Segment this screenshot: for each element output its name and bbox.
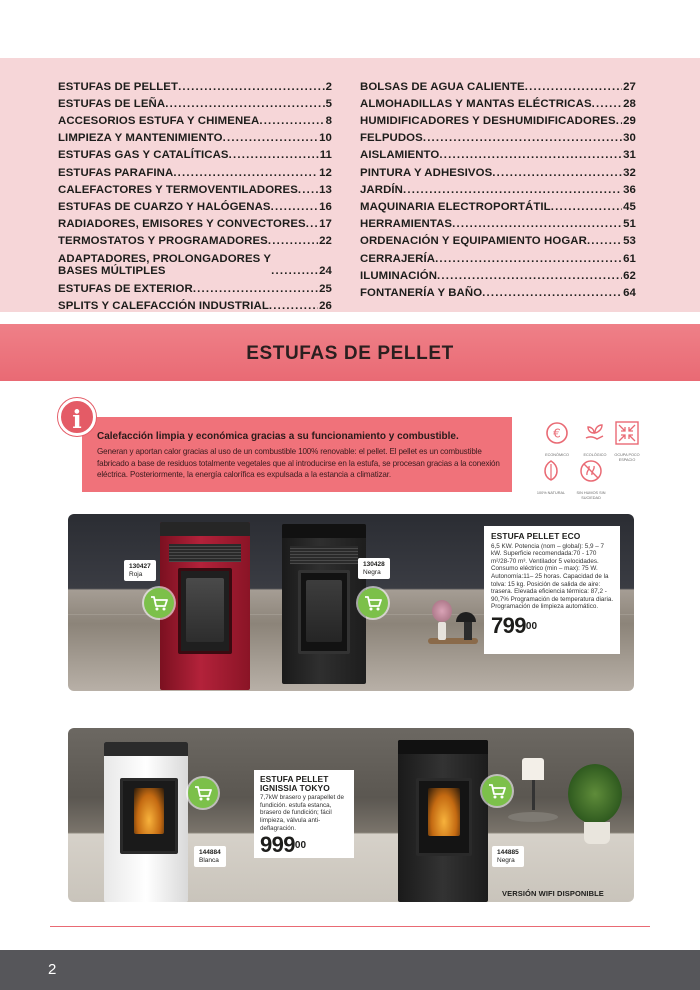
- toc-item-page: 5: [325, 97, 332, 110]
- toc-item[interactable]: [360, 145, 636, 162]
- add-to-cart-button[interactable]: [188, 778, 218, 808]
- toc-item-label: ESTUFAS DE LEÑA: [58, 97, 166, 110]
- toc-item-page: 61: [623, 252, 636, 265]
- toc-item[interactable]: [58, 128, 332, 145]
- toc-item-page: 11: [319, 149, 332, 162]
- toc-item-page: 31: [623, 149, 636, 162]
- feature-caption: SIN HUMOS SIN SUCIEDAD: [576, 491, 606, 500]
- toc-item-label: JARDÍN: [360, 183, 404, 196]
- feature-caption: ECOLÓGICO: [583, 453, 607, 457]
- toc-item-page: 24: [319, 265, 332, 278]
- section-header: [0, 324, 700, 381]
- product-tag: [194, 846, 226, 867]
- cart-icon: [150, 594, 168, 612]
- toc-item-label: ESTUFAS GAS Y CATALÍTICAS: [58, 149, 229, 162]
- flowers-image: [432, 600, 452, 622]
- divider: [50, 926, 650, 927]
- toc-item-label: FELPUDOS: [360, 132, 423, 145]
- product-code: 130428: [363, 561, 385, 568]
- toc-item[interactable]: [58, 196, 332, 213]
- toc-item-label: ILUMINACIÓN: [360, 269, 438, 282]
- svg-text:€: €: [553, 426, 561, 441]
- product-tag: [358, 558, 390, 579]
- toc-item-label: RADIADORES, EMISORES Y CONVECTORES: [58, 218, 306, 231]
- toc-item[interactable]: [58, 179, 332, 196]
- toc-item-label: PINTURA Y ADHESIVOS: [360, 166, 493, 179]
- toc-item-page: 29: [623, 115, 636, 128]
- toc-item-page: 62: [623, 269, 636, 282]
- product-price: [491, 612, 614, 638]
- product-card-tokyo: [254, 770, 354, 858]
- stove-eco-black-image: [282, 524, 366, 684]
- info-box: [82, 417, 512, 492]
- toc-item[interactable]: [360, 196, 636, 213]
- product-color: Negra: [363, 568, 381, 576]
- toc-item[interactable]: [58, 93, 332, 110]
- section-title: ESTUFAS DE PELLET: [246, 343, 454, 364]
- feature-economico: [536, 420, 578, 458]
- euro-icon: [544, 420, 570, 446]
- toc-item-label: SPLITS Y CALEFACCIÓN INDUSTRIAL: [58, 299, 269, 312]
- toc-item-label: MAQUINARIA ELECTROPORTÁTIL: [360, 201, 551, 213]
- info-icon: i: [58, 398, 96, 436]
- add-to-cart-button[interactable]: [144, 588, 174, 618]
- toc-item-label: HERRAMIENTAS: [360, 218, 453, 231]
- add-to-cart-button[interactable]: [358, 588, 388, 618]
- toc-item-page: 45: [623, 201, 636, 213]
- product-tag: [124, 560, 156, 581]
- feature-caption: 100% NATURAL: [536, 491, 566, 495]
- toc-item-label: AISLAMIENTO: [360, 149, 440, 162]
- lamp-image: [522, 758, 544, 780]
- toc-item-label: CALEFACTORES Y TERMOVENTILADORES: [58, 183, 298, 196]
- compact-icon: [614, 420, 640, 446]
- toc-item-page: 25: [319, 282, 332, 295]
- table-of-contents: [0, 58, 700, 312]
- product-tag: [492, 846, 524, 867]
- toc-item-label: ESTUFAS DE EXTERIOR: [58, 282, 193, 295]
- toc-item[interactable]: [58, 295, 332, 312]
- toc-item-page: 8: [325, 115, 332, 128]
- info-text: Generan y aportan calor gracias al uso de un combustible 100% renovable: el pellet. El pellet es un combustible fabricado a base de residuos totalmente vegetales que al introducirse en la estufa, se procesan gracias a la conexión eléctrica. Posteriormente, la energía calorífica es expulsada a la estancia a climatizar.: [97, 447, 500, 479]
- toc-item[interactable]: [360, 179, 636, 196]
- product-color: Roja: [129, 570, 143, 578]
- toc-item-label: ESTUFAS DE PELLET: [58, 80, 179, 93]
- stove-tokyo-white-image: [104, 742, 188, 902]
- product-description: 7,7kW brasero y parapellet de fundición. estufa estanca, brasero de fundición; fácil limpieza, válvula anti-deflagración.: [260, 794, 345, 832]
- toc-item-label: CERRAJERÍA: [360, 252, 436, 265]
- eco-hand-icon: [582, 420, 608, 446]
- toc-column-left: [58, 76, 332, 312]
- toc-item-page: 22: [319, 235, 332, 248]
- toc-item-label: ESTUFAS DE CUARZO Y HALÓGENAS: [58, 201, 271, 213]
- toc-item-page: 16: [319, 201, 332, 213]
- toc-item[interactable]: [360, 93, 636, 110]
- product-code: 144885: [497, 849, 519, 856]
- page-footer: [0, 950, 700, 990]
- toc-item-page: 64: [623, 286, 636, 299]
- feature-caption: OCUPA POCO ESPACIO: [614, 453, 640, 462]
- toc-item[interactable]: [58, 110, 332, 127]
- feature-espacio: [606, 420, 648, 462]
- toc-item[interactable]: [58, 76, 332, 93]
- toc-item[interactable]: [58, 278, 332, 295]
- toc-item-page: 28: [623, 97, 636, 110]
- toc-item-label: LIMPIEZA Y MANTENIMIENTO: [58, 132, 223, 145]
- feature-caption: ECONÓMICO: [545, 453, 569, 457]
- feature-sin-humos: [570, 458, 612, 500]
- toc-item-page: 13: [319, 183, 332, 196]
- toc-item[interactable]: [360, 214, 636, 231]
- toc-item[interactable]: [360, 128, 636, 145]
- product-code: 130427: [129, 563, 151, 570]
- cart-icon: [364, 594, 382, 612]
- toc-item-page: 17: [319, 218, 332, 231]
- product-title: ESTUFA PELLET ECO: [491, 531, 581, 541]
- toc-item-page: 10: [319, 132, 332, 145]
- toc-item-page: 26: [319, 299, 332, 312]
- toc-item[interactable]: [360, 110, 636, 127]
- page-number: 2: [48, 961, 57, 978]
- toc-item-page: 30: [623, 132, 636, 145]
- feature-natural: [530, 458, 572, 496]
- toc-item-page: 12: [319, 166, 332, 179]
- product-price: [260, 834, 349, 856]
- toc-item-page: 51: [623, 218, 636, 231]
- toc-item-label: BOLSAS DE AGUA CALIENTE: [360, 80, 525, 93]
- product-card-eco: [484, 526, 620, 654]
- toc-item[interactable]: [360, 231, 636, 248]
- toc-item[interactable]: [58, 214, 332, 231]
- product-color: Blanca: [199, 856, 219, 864]
- toc-item-label: HUMIDIFICADORES Y DESHUMIDIFICADORES: [360, 115, 616, 128]
- price-decimals: 00: [525, 620, 538, 632]
- toc-column-right: [360, 76, 636, 299]
- toc-item-label: ACCESORIOS ESTUFA Y CHIMENEA: [58, 115, 260, 128]
- toc-item[interactable]: [360, 265, 636, 282]
- vases-image: [508, 812, 558, 822]
- toc-item-page: 2: [325, 80, 332, 93]
- add-to-cart-button[interactable]: [482, 776, 512, 806]
- toc-item[interactable]: [360, 248, 636, 265]
- toc-item-label-line2: BASES MÚLTIPLES: [58, 265, 166, 278]
- toc-item-label: [58, 253, 271, 278]
- toc-item-page: 27: [623, 80, 636, 93]
- toc-item-page: 53: [623, 235, 636, 248]
- toc-item[interactable]: [360, 162, 636, 179]
- price-integer: 799: [491, 612, 526, 638]
- product-banner-eco: [68, 514, 634, 691]
- toc-item-label-line1: ADAPTADORES, PROLONGADORES Y: [58, 252, 272, 265]
- toc-item-label: ALMOHADILLAS Y MANTAS ELÉCTRICAS: [360, 97, 592, 110]
- toc-item[interactable]: [360, 76, 636, 93]
- product-code: 144884: [199, 849, 221, 856]
- toc-item-page: 36: [623, 183, 636, 196]
- plant-image: [568, 764, 622, 824]
- safe-smoke-icon: [578, 458, 604, 484]
- price-decimals: 00: [294, 840, 307, 852]
- toc-item[interactable]: [58, 162, 332, 179]
- product-title: ESTUFA PELLET IGNISSIA TOKYO: [260, 774, 330, 793]
- leaf-100-icon: [538, 458, 564, 484]
- wifi-version-note: VERSIÓN WIFI DISPONIBLE: [502, 889, 604, 898]
- info-title: Calefacción limpia y económica gracias a su funcionamiento y combustible.: [97, 431, 459, 442]
- price-integer: 999: [260, 832, 295, 858]
- product-color: Negra: [497, 856, 515, 864]
- stove-tokyo-black-image: [398, 740, 488, 902]
- toc-item[interactable]: [58, 145, 332, 162]
- toc-item-label: ESTUFAS PARAFINA: [58, 166, 174, 179]
- cart-icon: [488, 782, 506, 800]
- toc-item-label: FONTANERÍA Y BAÑO: [360, 286, 483, 299]
- product-banner-tokyo: [68, 728, 634, 902]
- toc-item[interactable]: [360, 282, 636, 299]
- product-description: 6,5 KW. Potencia (nom – global): 5,9 – 7 kW. Superficie recomendada:70 - 170 m²/28-70 m³. Ventilador 5 velocidades. Consumo eléctrico (min – max): 75 W. Autonomía:11– 25 horas. Capacidad de la tolva: 15 kg. Posición de salida de aire: trasera. Elevada eficiencia térmica: 87,2 - 90,7% Programación de temperatura diaria. Programación de limpieza automático.: [491, 542, 614, 611]
- toc-item-page: 32: [623, 166, 636, 179]
- toc-item-label: TERMOSTATOS Y PROGRAMADORES: [58, 235, 268, 248]
- toc-item[interactable]: [58, 231, 332, 248]
- toc-item[interactable]: [58, 248, 332, 278]
- toc-item-label: ORDENACIÓN Y EQUIPAMIENTO HOGAR: [360, 235, 587, 248]
- cart-icon: [194, 784, 212, 802]
